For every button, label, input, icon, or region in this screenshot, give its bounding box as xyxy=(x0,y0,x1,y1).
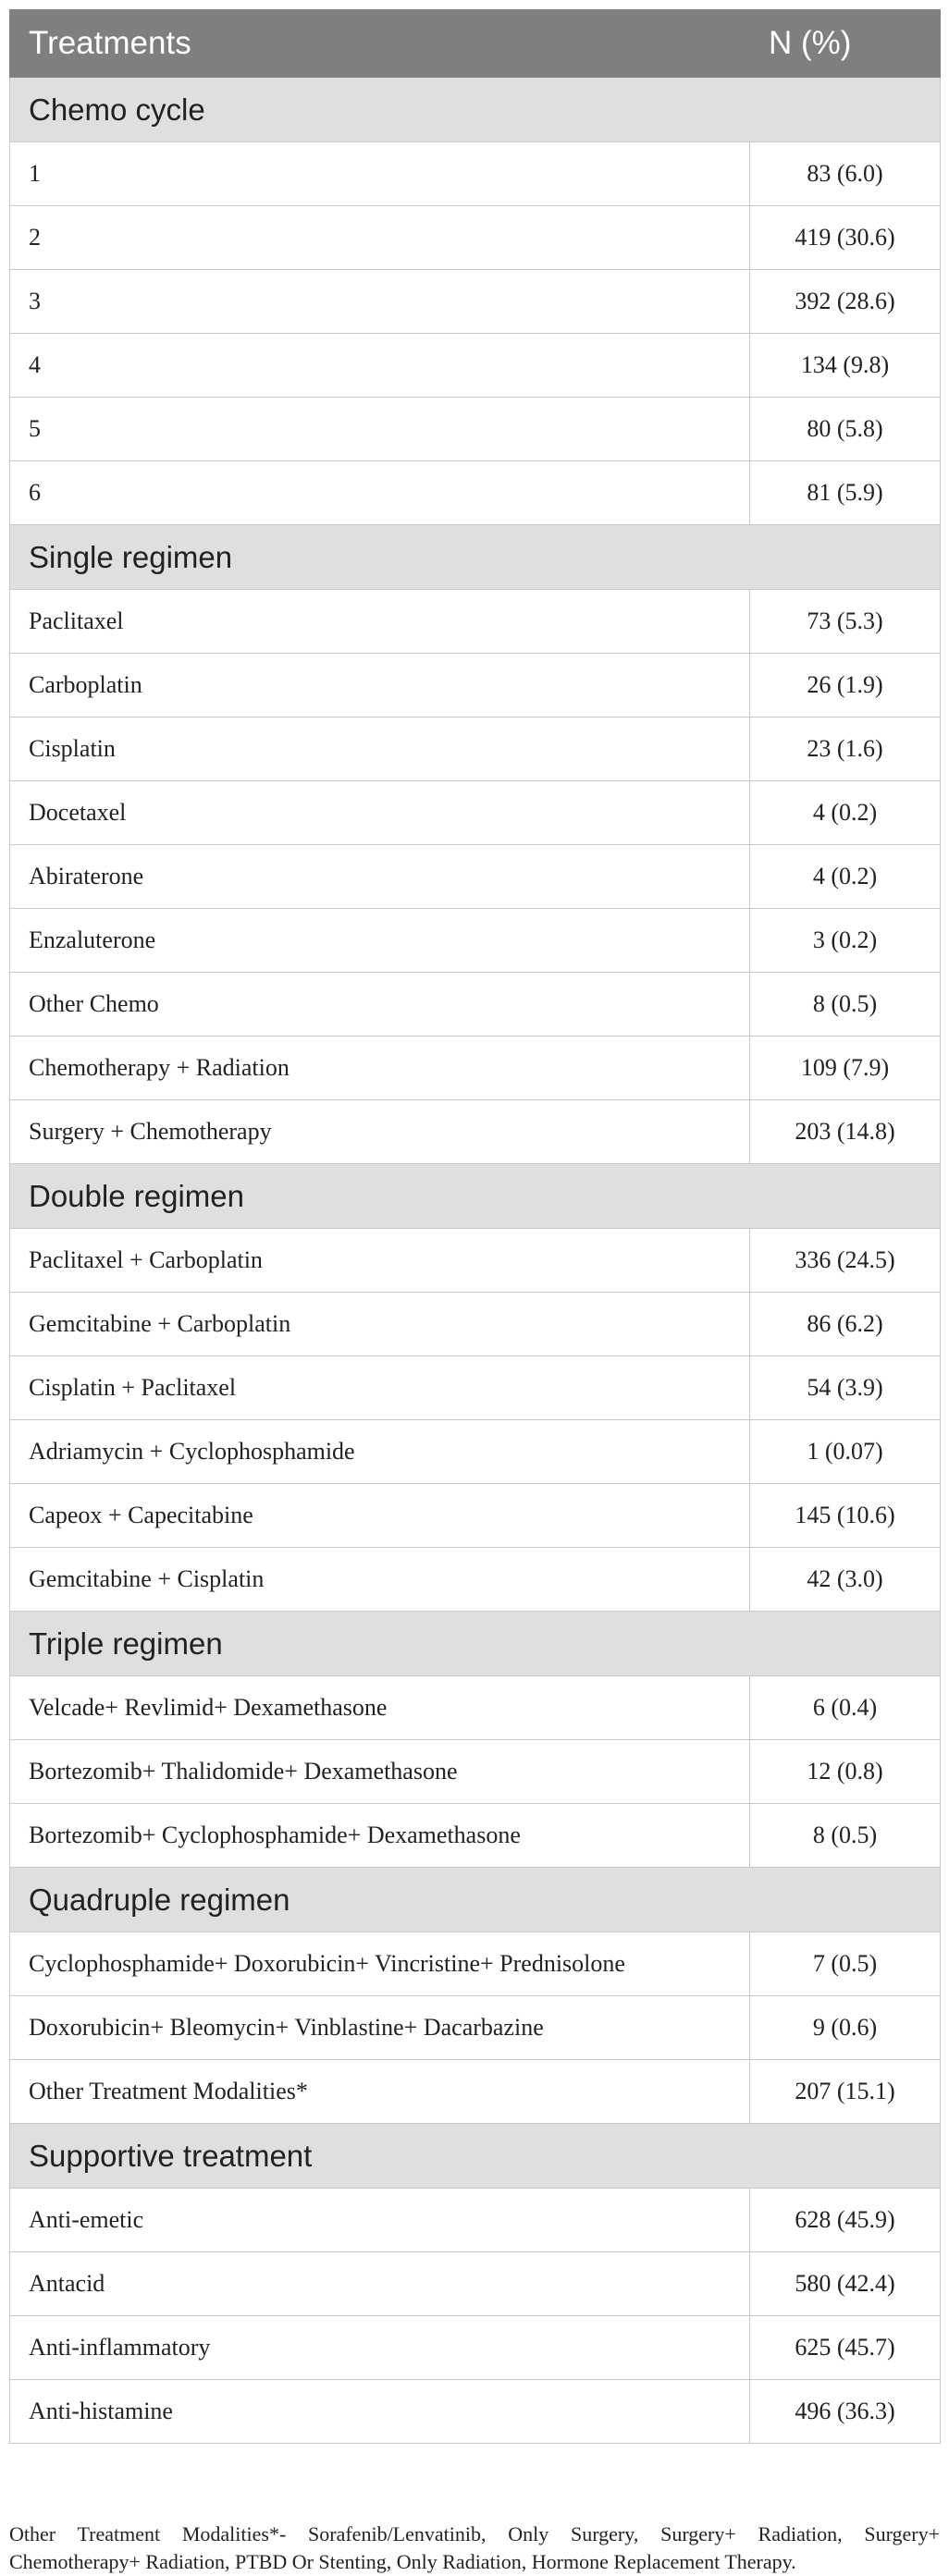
row-value: 4 (0.2) xyxy=(750,845,941,909)
row-label: Cisplatin xyxy=(10,718,750,781)
row-label: Docetaxel xyxy=(10,781,750,845)
section-title: Quadruple regimen xyxy=(10,1868,941,1932)
row-value: 8 (0.5) xyxy=(750,973,941,1037)
table-row xyxy=(10,1548,941,1612)
table-row xyxy=(10,1804,941,1868)
row-label: Bortezomib+ Thalidomide+ Dexamethasone xyxy=(10,1740,750,1804)
row-value: 3 (0.2) xyxy=(750,909,941,973)
row-value: 145 (10.6) xyxy=(750,1484,941,1548)
row-label: Paclitaxel xyxy=(10,590,750,654)
row-label: 5 xyxy=(10,398,750,461)
row-value: 336 (24.5) xyxy=(750,1229,941,1293)
table-row xyxy=(10,1293,941,1356)
row-value: 1 (0.07) xyxy=(750,1420,941,1484)
row-label: 3 xyxy=(10,270,750,334)
row-value: 54 (3.9) xyxy=(750,1356,941,1420)
row-label: Antacid xyxy=(10,2252,750,2316)
row-value: 8 (0.5) xyxy=(750,1804,941,1868)
row-value: 86 (6.2) xyxy=(750,1293,941,1356)
row-label: Enzaluterone xyxy=(10,909,750,973)
row-value: 42 (3.0) xyxy=(750,1548,941,1612)
row-value: 625 (45.7) xyxy=(750,2316,941,2380)
section-title: Chemo cycle xyxy=(10,78,941,142)
row-label: Paclitaxel + Carboplatin xyxy=(10,1229,750,1293)
table-row xyxy=(10,1420,941,1484)
table-row xyxy=(10,461,941,525)
table-footnote: Other Treatment Modalities*- Sorafenib/Lenvatinib, Only Surgery, Surgery+ Radiation, Surgery+ Chemotherapy+ Radiation, PTBD Or Stenting, Only Radiation, Hormone Replacement Therapy. xyxy=(9,2522,940,2573)
section-row xyxy=(10,2124,941,2189)
table-header-row xyxy=(10,10,941,78)
row-label: Doxorubicin+ Bleomycin+ Vinblastine+ Dacarbazine xyxy=(10,1996,750,2060)
row-value: 9 (0.6) xyxy=(750,1996,941,2060)
table-row xyxy=(10,1932,941,1996)
row-value: 203 (14.8) xyxy=(750,1100,941,1164)
row-value: 419 (30.6) xyxy=(750,206,941,270)
row-value: 4 (0.2) xyxy=(750,781,941,845)
table-row xyxy=(10,909,941,973)
row-label: Cisplatin + Paclitaxel xyxy=(10,1356,750,1420)
row-label: Bortezomib+ Cyclophosphamide+ Dexamethasone xyxy=(10,1804,750,1868)
section-row xyxy=(10,78,941,142)
section-title: Double regimen xyxy=(10,1164,941,1229)
table-row xyxy=(10,270,941,334)
row-value: 12 (0.8) xyxy=(750,1740,941,1804)
row-value: 207 (15.1) xyxy=(750,2060,941,2124)
row-value: 580 (42.4) xyxy=(750,2252,941,2316)
table-row xyxy=(10,781,941,845)
treatments-table xyxy=(9,9,941,2444)
row-value: 73 (5.3) xyxy=(750,590,941,654)
row-value: 496 (36.3) xyxy=(750,2380,941,2444)
section-row xyxy=(10,1164,941,1229)
row-value: 109 (7.9) xyxy=(750,1037,941,1100)
row-label: Anti-histamine xyxy=(10,2380,750,2444)
table-row xyxy=(10,1484,941,1548)
section-row xyxy=(10,1868,941,1932)
row-value: 26 (1.9) xyxy=(750,654,941,718)
treatments-table-container xyxy=(9,9,940,2444)
row-value: 134 (9.8) xyxy=(750,334,941,398)
table-row xyxy=(10,1740,941,1804)
row-label: Adriamycin + Cyclophosphamide xyxy=(10,1420,750,1484)
row-value: 81 (5.9) xyxy=(750,461,941,525)
table-row xyxy=(10,206,941,270)
row-label: Other Chemo xyxy=(10,973,750,1037)
row-value: 83 (6.0) xyxy=(750,142,941,206)
table-row xyxy=(10,2060,941,2124)
section-title: Single regimen xyxy=(10,525,941,590)
section-row xyxy=(10,1612,941,1676)
row-label: Anti-emetic xyxy=(10,2189,750,2252)
section-row xyxy=(10,525,941,590)
row-value: 7 (0.5) xyxy=(750,1932,941,1996)
table-row xyxy=(10,2252,941,2316)
table-row xyxy=(10,718,941,781)
table-row xyxy=(10,1100,941,1164)
row-label: 6 xyxy=(10,461,750,525)
row-label: Chemotherapy + Radiation xyxy=(10,1037,750,1100)
row-value: 6 (0.4) xyxy=(750,1676,941,1740)
row-value: 80 (5.8) xyxy=(750,398,941,461)
section-title: Supportive treatment xyxy=(10,2124,941,2189)
table-row xyxy=(10,1229,941,1293)
row-label: Other Treatment Modalities* xyxy=(10,2060,750,2124)
row-label: 4 xyxy=(10,334,750,398)
table-row xyxy=(10,590,941,654)
row-label: Surgery + Chemotherapy xyxy=(10,1100,750,1164)
row-label: Abiraterone xyxy=(10,845,750,909)
table-row xyxy=(10,334,941,398)
table-row xyxy=(10,2316,941,2380)
row-label: Carboplatin xyxy=(10,654,750,718)
row-label: Cyclophosphamide+ Doxorubicin+ Vincristine+ Prednisolone xyxy=(10,1932,750,1996)
table-row xyxy=(10,398,941,461)
table-row xyxy=(10,654,941,718)
row-value: 23 (1.6) xyxy=(750,718,941,781)
row-label: Gemcitabine + Cisplatin xyxy=(10,1548,750,1612)
row-label: Velcade+ Revlimid+ Dexamethasone xyxy=(10,1676,750,1740)
table-row xyxy=(10,142,941,206)
table-row xyxy=(10,973,941,1037)
row-value: 392 (28.6) xyxy=(750,270,941,334)
table-row xyxy=(10,2189,941,2252)
table-row xyxy=(10,1676,941,1740)
row-value: 628 (45.9) xyxy=(750,2189,941,2252)
row-label: 2 xyxy=(10,206,750,270)
header-n-percent: N (%) xyxy=(750,10,941,78)
table-row xyxy=(10,1037,941,1100)
row-label: Anti-inflammatory xyxy=(10,2316,750,2380)
table-row xyxy=(10,2380,941,2444)
table-row xyxy=(10,1996,941,2060)
row-label: 1 xyxy=(10,142,750,206)
table-row xyxy=(10,845,941,909)
header-treatments: Treatments xyxy=(10,10,750,78)
row-label: Capeox + Capecitabine xyxy=(10,1484,750,1548)
row-label: Gemcitabine + Carboplatin xyxy=(10,1293,750,1356)
table-row xyxy=(10,1356,941,1420)
section-title: Triple regimen xyxy=(10,1612,941,1676)
